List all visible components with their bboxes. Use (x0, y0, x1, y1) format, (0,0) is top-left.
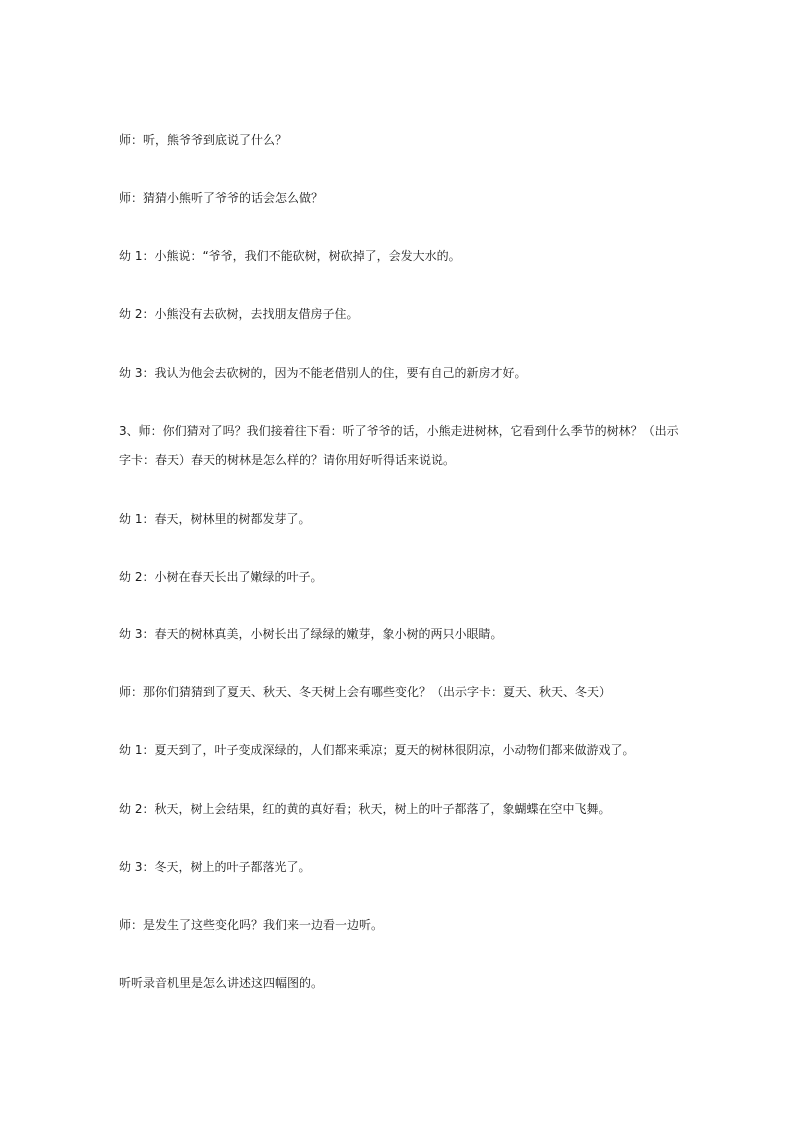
paragraph-8: 幼 2：小树在春天长出了嫩绿的叶子。 (119, 570, 323, 584)
paragraph-7: 幼 1：春天，树林里的树都发芽了。 (119, 512, 311, 526)
paragraph-6: 3、师：你们猜对了吗？我们接着往下看：听了爷爷的话，小熊走进树林，它看到什么季节的树林？（出示字卡：春天）春天的树林是怎么样的？请你用好听得话来说说。 (119, 424, 679, 467)
paragraph-9: 幼 3：春天的树林真美，小树长出了绿绿的嫩芽，象小树的两只小眼睛。 (119, 627, 503, 641)
paragraph-1: 师：听，熊爷爷到底说了什么？ (119, 133, 288, 147)
paragraph-4: 幼 2：小熊没有去砍树，去找朋友借房子住。 (119, 307, 359, 321)
paragraph-15: 听听录音机里是怎么讲述这四幅图的。 (119, 976, 324, 990)
paragraph-5: 幼 3：我认为他会去砍树的，因为不能老借别人的住，要有自己的新房才好。 (119, 366, 527, 380)
paragraph-12: 幼 2：秋天，树上会结果，红的黄的真好看；秋天，树上的叶子都落了，象蝴蝶在空中飞舞。 (119, 802, 611, 816)
paragraph-10: 师：那你们猜猜到了夏天、秋天、冬天树上会有哪些变化？（出示字卡：夏天、秋天、冬天） (119, 685, 612, 699)
paragraph-11: 幼 1：夏天到了，叶子变成深绿的，人们都来乘凉；夏天的树林很阴凉，小动物们都来做游戏了。 (119, 743, 635, 757)
paragraph-2: 师：猜猜小熊听了爷爷的话会怎么做？ (119, 191, 324, 205)
paragraph-14: 师：是发生了这些变化吗？我们来一边看一边听。 (119, 918, 384, 932)
paragraph-13: 幼 3：冬天，树上的叶子都落光了。 (119, 860, 311, 874)
paragraph-3: 幼 1：小熊说：“爷爷，我们不能砍树，树砍掉了，会发大水的。 (119, 249, 461, 263)
